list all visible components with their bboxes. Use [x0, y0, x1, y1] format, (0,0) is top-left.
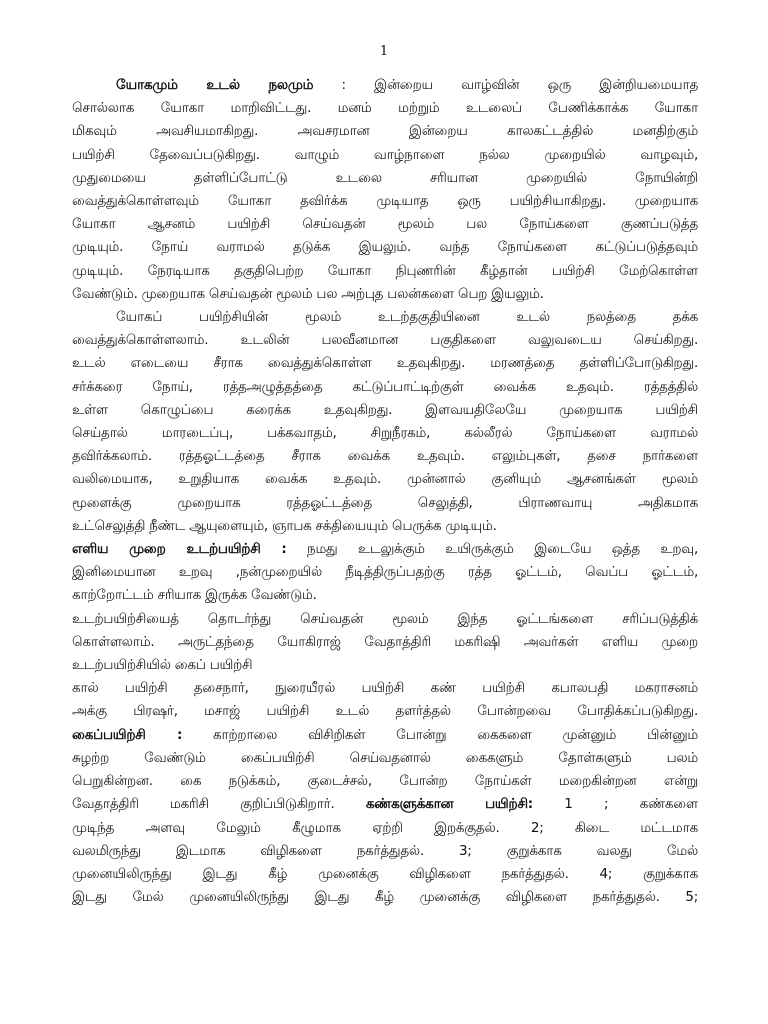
text-run: கால் பயிற்சி தசைநார், நுரையீரல் பயிற்சி கண் பயிற்சி கபாலபதி மகராசனம்	[72, 680, 698, 697]
text-run: வலமிருந்து இடமாக விழிகளை நகர்த்துதல். 3; குறுக்காக வலது மேல்	[72, 842, 698, 859]
bold-heading: யோகமும் உடல் நலமும்	[116, 77, 314, 93]
text-run: உட்செலுத்தி நீண்ட ஆயுளையும், ஞாபக சக்தியையும் பெருக்க முடியும்.	[72, 517, 497, 534]
text-line	[72, 724, 698, 747]
text-run: உடற்பயிற்சியில் கைப் பயிற்சி	[72, 657, 253, 674]
text-line	[72, 608, 698, 631]
text-run: வலிமையாக, உறுதியாக வைக்க உதவும். முன்னால் குனியும் ஆசனங்கள் மூலம்	[72, 471, 698, 488]
text-line	[72, 700, 698, 723]
text-run: செய்தால் மாரடைப்பு, பக்கவாதம், சிறுநீரகம், கல்லீரல் நோய்களை வராமல்	[72, 425, 698, 442]
text-line	[72, 747, 698, 770]
text-run: கொள்ளலாம். அருட்தந்தை யோகிராஜ் வேதாத்திரி மகரிஷி அவர்கள் எளிய முறை	[72, 633, 698, 650]
text-run: இடது மேல் முனையிலிருந்து இடது கீழ் முனைக்கு விழிகளை நகர்த்துதல். 5;	[72, 889, 698, 906]
text-run: வேண்டும். முறையாக செய்வதன் மூலம் பல அற்புத பலன்களை பெற இயலும்.	[72, 285, 544, 302]
text-line	[72, 97, 698, 120]
text-line	[72, 770, 698, 793]
text-line	[72, 167, 698, 190]
text-run: வேதாத்திரி மகரிசி குறிப்பிடுகிறார்.	[72, 796, 366, 813]
text-run: இனிமையான உறவு ,நன்முறையில் நீடித்திருப்பதற்கு ரத்த ஓட்டம், வெப்ப ஓட்டம்,	[72, 564, 698, 581]
text-line	[72, 492, 698, 515]
text-line	[72, 840, 698, 863]
bold-heading: எளிய முறை உடற்பயிற்சி :	[72, 541, 287, 558]
text-run: பயிற்சி தேவைப்படுகிறது. வாழும் வாழ்நாளை நல்ல முறையில் வாழவும்,	[72, 146, 698, 163]
text-line	[72, 584, 698, 607]
text-run: சொல்லாக யோகா மாறிவிட்டது. மனம் மற்றும் உடலைப் பேணிக்காக்க யோகா	[72, 100, 698, 117]
text-line	[72, 677, 698, 700]
text-line	[72, 422, 698, 445]
text-line	[72, 886, 698, 909]
text-run: உடல் எடையை சீராக வைத்துக்கொள்ள உதவுகிறது. மரணத்தை தள்ளிப்போடுகிறது.	[72, 355, 698, 372]
text-run: சர்க்கரை நோய், ரத்தஅழுத்தத்தை கட்டுப்பாட்டிற்குள் வைக்க உதவும். ரத்தத்தில்	[72, 378, 698, 395]
text-run: உள்ள கொழுப்பை கரைக்க உதவுகிறது. இளவயதிலேயே முறையாக பயிற்சி	[72, 401, 698, 418]
text-run: அக்கு பிரஷர், மசாஜ் பயிற்சி உடல் தளர்த்தல் போன்றவை போதிக்கப்படுகிறது.	[72, 703, 698, 720]
text-line	[72, 445, 698, 468]
text-run: முதுமையை தள்ளிப்போட்டு உடலை சரியான முறையில் நோயின்றி	[72, 169, 698, 186]
text-run: காற்றோட்டம் சரியாக இருக்க வேண்டும்.	[72, 587, 317, 604]
text-run: மிகவும் அவசியமாகிறது. அவசரமான இன்றைய காலகட்டத்தில் மனதிற்கும்	[72, 123, 698, 140]
text-run: யோகப் பயிற்சியின் மூலம் உடற்தகுதியினை உடல் நலத்தை தக்க	[116, 309, 698, 326]
text-run: முடிந்த அளவு மேலும் கீழுமாக ஏற்றி இறக்குதல். 2; கிடை மட்டமாக	[72, 819, 698, 836]
bold-heading: கண்களுக்கான பயிற்சி:	[365, 796, 533, 813]
text-run: யோகா ஆசனம் பயிற்சி செய்வதன் மூலம் பல நோய்களை குணப்படுத்த	[72, 216, 698, 233]
text-line	[72, 817, 698, 840]
text-line	[72, 190, 698, 213]
text-run: காற்றாலை விசிறிகள் போன்று கைகளை முன்னும் பின்னும்	[182, 726, 698, 743]
text-line	[72, 538, 698, 561]
body-text	[72, 74, 698, 909]
text-run: பெறுகின்றன. கை நடுக்கம், குடைச்சல், போன்ற நோய்கள் மறைகின்றன என்று	[72, 773, 698, 790]
text-line	[72, 260, 698, 283]
text-run: முடியும். நேரடியாக தகுதிபெற்ற யோகா நிபுணரின் கீழ்தான் பயிற்சி மேற்கொள்ள	[72, 262, 698, 279]
text-line	[72, 236, 698, 259]
text-line	[72, 561, 698, 584]
text-run: சுழற்ற வேண்டும் கைப்பயிற்சி செய்வதனால் கைகளும் தோள்களும் பலம்	[72, 749, 698, 766]
text-run: வைத்துக்கொள்ளலாம். உடலின் பலவீனமான பகுதிகளை வலுவடைய செய்கிறது.	[72, 332, 698, 349]
text-line	[72, 793, 698, 816]
text-line	[72, 120, 698, 143]
text-line	[72, 376, 698, 399]
text-run: தவிர்க்கலாம். ரத்தஓட்டத்தை சீராக வைக்க உதவும். எலும்புகள், தசை நார்களை	[72, 448, 698, 465]
text-line	[72, 74, 698, 97]
text-run: முனையிலிருந்து இடது கீழ் முனைக்கு விழிகளை நகர்த்துதல். 4; குறுக்காக	[72, 865, 698, 882]
text-line	[72, 654, 698, 677]
text-line	[72, 329, 698, 352]
text-run: வைத்துக்கொள்ளவும் யோகா தவிர்க்க முடியாத ஒரு பயிற்சியாகிறது. முறையாக	[72, 193, 698, 210]
text-run: முடியும். நோய் வராமல் தடுக்க இயலும். வந்த நோய்களை கட்டுப்படுத்தவும்	[72, 239, 698, 256]
text-run: உடற்பயிற்சியைத் தொடர்ந்து செய்வதன் மூலம் இந்த ஓட்டங்களை சரிப்படுத்திக்	[72, 610, 698, 627]
text-line	[72, 352, 698, 375]
text-run: : இன்றைய வாழ்வின் ஒரு இன்றியமையாத	[313, 77, 698, 93]
text-line	[72, 863, 698, 886]
bold-heading: கைப்பயிற்சி :	[72, 726, 183, 743]
text-line	[72, 515, 698, 538]
text-line	[72, 144, 698, 167]
text-line	[72, 283, 698, 306]
page-number: 1	[379, 44, 389, 59]
text-line	[72, 399, 698, 422]
text-line	[72, 631, 698, 654]
text-run: மூளைக்கு முறையாக ரத்தஓட்டத்தை செலுத்தி, பிராணவாயு அதிகமாக	[72, 494, 698, 511]
text-line	[72, 213, 698, 236]
text-run: 1 ; கண்களை	[532, 796, 698, 813]
text-line	[72, 306, 698, 329]
text-line	[72, 468, 698, 491]
text-run: நமது உடலுக்கும் உயிருக்கும் இடையே ஒத்த உறவு,	[286, 541, 698, 558]
